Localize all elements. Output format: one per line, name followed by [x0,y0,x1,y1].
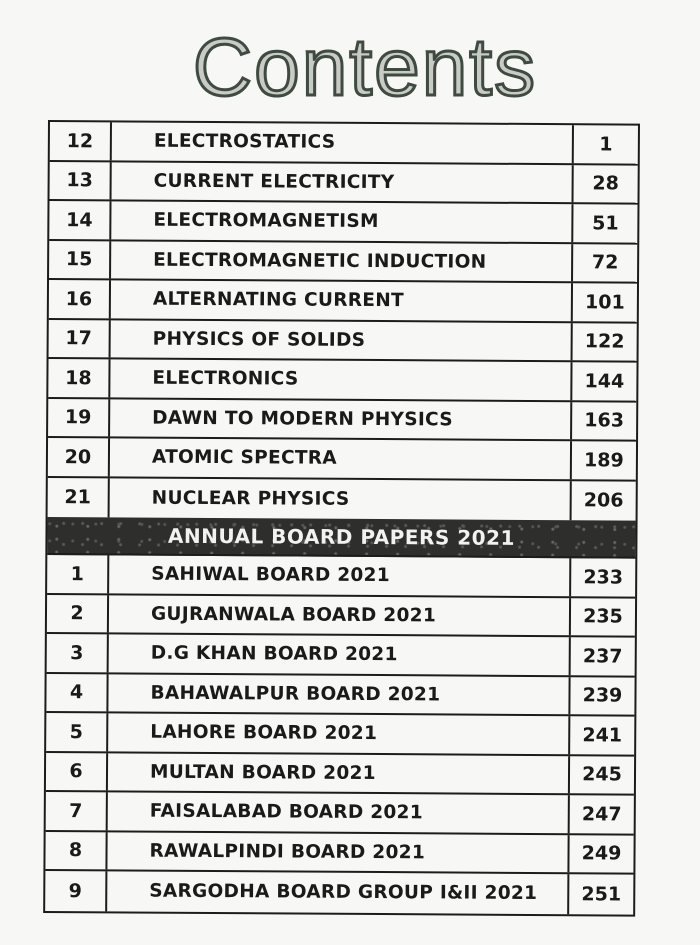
entry-page-number: 144 [570,362,636,400]
board-paper-row [45,871,633,914]
board-paper-row [47,595,635,638]
board-paper-row [45,831,633,874]
entry-page-number: 247 [568,795,634,833]
entry-page-number: 51 [571,204,637,242]
entry-page-number: 251 [567,874,633,914]
entry-number: 13 [50,162,112,200]
entry-number: 3 [47,634,109,672]
entry-page-number: 163 [570,402,636,440]
entry-number: 4 [46,674,108,712]
entry-number: 2 [47,595,109,633]
entry-page-number: 189 [570,441,636,479]
chapter-row [48,399,636,442]
entry-title: LAHORE BOARD 2021 [150,721,378,745]
entry-page-number: 237 [569,637,635,675]
entry-number: 12 [50,122,112,160]
entry-page-number: 249 [567,835,633,873]
entry-page-number: 239 [568,677,634,715]
entry-title: RAWALPINDI BOARD 2021 [149,840,426,864]
chapter-row [50,122,638,165]
chapter-row [50,162,638,205]
entry-title: ALTERNATING CURRENT [152,288,405,312]
entry-title: SARGODHA BOARD GROUP I&II 2021 [149,880,538,905]
entry-number: 18 [48,359,110,397]
entry-title: ATOMIC SPECTRA [151,446,338,470]
board-paper-row [46,792,634,835]
entry-number: 7 [46,792,108,830]
board-paper-row [46,753,634,796]
contents-table [43,120,640,916]
entry-title: ELECTRONICS [152,367,299,390]
entry-number: 17 [49,320,111,358]
entry-page-number: 241 [568,716,634,754]
entry-title: MULTAN BOARD 2021 [149,761,376,784]
entry-title: GUJRANWALA BOARD 2021 [150,603,437,627]
entry-number: 5 [46,713,108,751]
entry-title: CURRENT ELECTRICITY [153,170,395,193]
entry-page-number: 1 [572,125,638,163]
chapter-row [48,359,636,402]
entry-page-number: 233 [569,558,635,596]
board-paper-row [46,713,634,756]
entry-title: D.G KHAN BOARD 2021 [150,642,398,666]
entry-title: NUCLEAR PHYSICS [151,487,350,510]
section-banner-board-papers: ANNUAL BOARD PAPERS 2021 [47,517,635,559]
chapter-list [48,122,638,521]
entry-number: 19 [48,399,110,437]
entry-page-number: 122 [571,323,637,361]
entry-number: 6 [46,753,108,791]
chapter-row [49,201,637,244]
chapter-row [48,478,636,521]
entry-number: 21 [48,478,110,518]
entry-number: 15 [49,241,111,279]
entry-page-number: 206 [570,481,636,521]
entry-number: 9 [45,871,107,911]
entry-number: 8 [45,831,107,869]
entry-title: ELECTROMAGNETISM [153,209,379,233]
board-paper-list [45,555,635,914]
board-paper-row [47,555,635,598]
chapter-row [49,320,637,363]
entry-title: PHYSICS OF SOLIDS [152,328,366,351]
entry-title: FAISALABAD BOARD 2021 [149,800,424,824]
chapter-row [49,280,637,323]
entry-page-number: 72 [571,244,637,282]
board-paper-row [47,634,635,677]
entry-title: ELECTROSTATICS [153,130,336,154]
entry-number: 20 [48,438,110,476]
entry-title: BAHAWALPUR BOARD 2021 [150,682,441,706]
entry-title: SAHIWAL BOARD 2021 [151,563,391,587]
chapter-row [48,438,636,481]
entry-page-number: 28 [572,165,638,203]
page-title: Contents [192,22,538,113]
board-paper-row [46,674,634,717]
entry-number: 16 [49,280,111,318]
entry-number: 14 [49,201,111,239]
entry-title: DAWN TO MODERN PHYSICS [152,407,453,431]
chapter-row [49,241,637,284]
entry-number: 1 [47,555,109,593]
entry-page-number: 235 [569,598,635,636]
entry-title: ELECTROMAGNETIC INDUCTION [153,249,487,273]
entry-page-number: 101 [571,283,637,321]
entry-page-number: 245 [568,756,634,794]
